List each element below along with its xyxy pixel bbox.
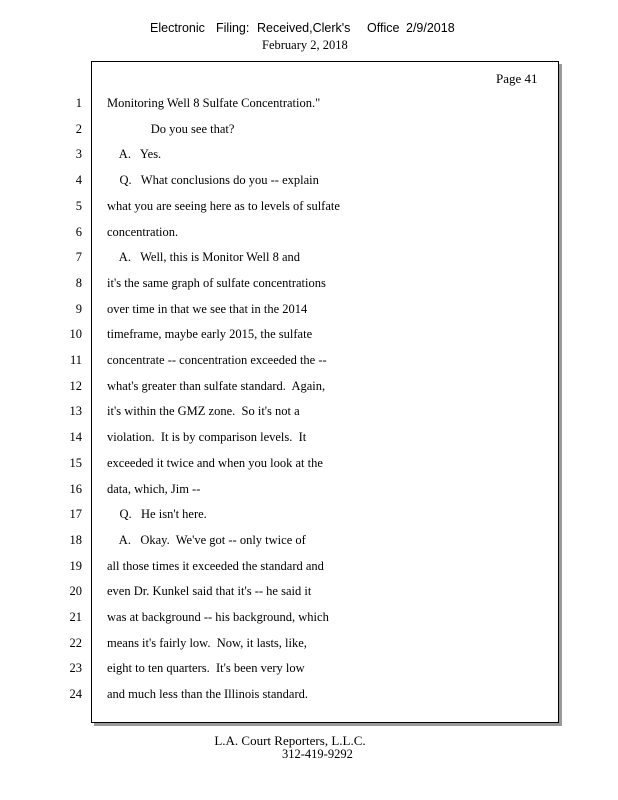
transcript-line: eight to ten quarters. It's been very low <box>107 661 305 675</box>
transcript-line: violation. It is by comparison levels. It <box>107 430 307 444</box>
transcript-line: Q. He isn't here. <box>107 507 207 521</box>
transcript-line: even Dr. Kunkel said that it's -- he said it <box>107 584 312 598</box>
line-number: 3 <box>75 147 82 161</box>
line-number: 12 <box>69 379 82 393</box>
transcript-line: A. Okay. We've got -- only twice of <box>107 533 306 547</box>
transcript-line: means it's fairly low. Now, it lasts, like, <box>107 636 307 650</box>
transcript-line: A. Well, this is Monitor Well 8 and <box>107 250 301 264</box>
line-number: 14 <box>69 430 82 444</box>
line-number: 23 <box>69 661 82 675</box>
filing-stamp-word: Office <box>367 21 400 35</box>
line-number: 6 <box>75 225 82 239</box>
transcript-line: what you are seeing here as to levels of sulfate <box>107 199 340 213</box>
transcript-line: it's within the GMZ zone. So it's not a <box>107 404 300 418</box>
line-number: 7 <box>75 250 82 264</box>
transcript-line: A. Yes. <box>107 147 162 161</box>
transcript-line: was at background -- his background, which <box>107 610 329 624</box>
transcript-line: concentrate -- concentration exceeded the -- <box>107 353 327 367</box>
deposition-date: February 2, 2018 <box>262 38 348 52</box>
line-number: 10 <box>69 327 82 341</box>
transcript-line: all those times it exceeded the standard and <box>107 559 324 573</box>
filing-stamp-date: 2/9/2018 <box>406 21 455 35</box>
line-number: 2 <box>75 122 82 136</box>
filing-stamp-word: Filing: <box>216 21 250 35</box>
transcript-line: and much less than the Illinois standard. <box>107 687 309 701</box>
line-number: 15 <box>69 456 82 470</box>
transcript-line: over time in that we see that in the 2014 <box>107 302 308 316</box>
line-number: 5 <box>75 199 82 213</box>
line-number: 20 <box>69 584 82 598</box>
line-number: 13 <box>69 404 82 418</box>
transcript-line: exceeded it twice and when you look at the <box>107 456 323 470</box>
line-number: 11 <box>69 353 82 367</box>
footer-company-name: L.A. Court Reporters, L.L.C. <box>214 733 366 748</box>
transcript-line: data, which, Jim -- <box>107 482 201 496</box>
line-number: 21 <box>69 610 82 624</box>
transcript-line: it's the same graph of sulfate concentrations <box>107 276 326 290</box>
filing-stamp <box>0 21 618 37</box>
line-number: 8 <box>75 276 82 290</box>
line-number: 18 <box>69 533 82 547</box>
line-number: 4 <box>75 173 82 187</box>
line-number: 24 <box>69 687 82 701</box>
line-number: 17 <box>69 507 82 521</box>
line-number: 9 <box>75 302 82 316</box>
transcript-line: timeframe, maybe early 2015, the sulfate <box>107 327 313 341</box>
transcript-line: Monitoring Well 8 Sulfate Concentration." <box>107 96 321 110</box>
line-number: 22 <box>69 636 82 650</box>
line-number: 19 <box>69 559 82 573</box>
page-number: Page 41 <box>496 71 538 86</box>
filing-stamp-word: Received,Clerk's <box>257 21 351 35</box>
line-number: 1 <box>75 96 82 110</box>
filing-stamp-word: Electronic <box>150 21 205 35</box>
transcript-line: Q. What conclusions do you -- explain <box>107 173 319 187</box>
line-number: 16 <box>69 482 82 496</box>
transcript-line: Do you see that? <box>107 122 235 136</box>
footer-phone: 312-419-9292 <box>282 747 353 761</box>
transcript-line: concentration. <box>107 225 179 239</box>
transcript-line: what's greater than sulfate standard. Again, <box>107 379 326 393</box>
